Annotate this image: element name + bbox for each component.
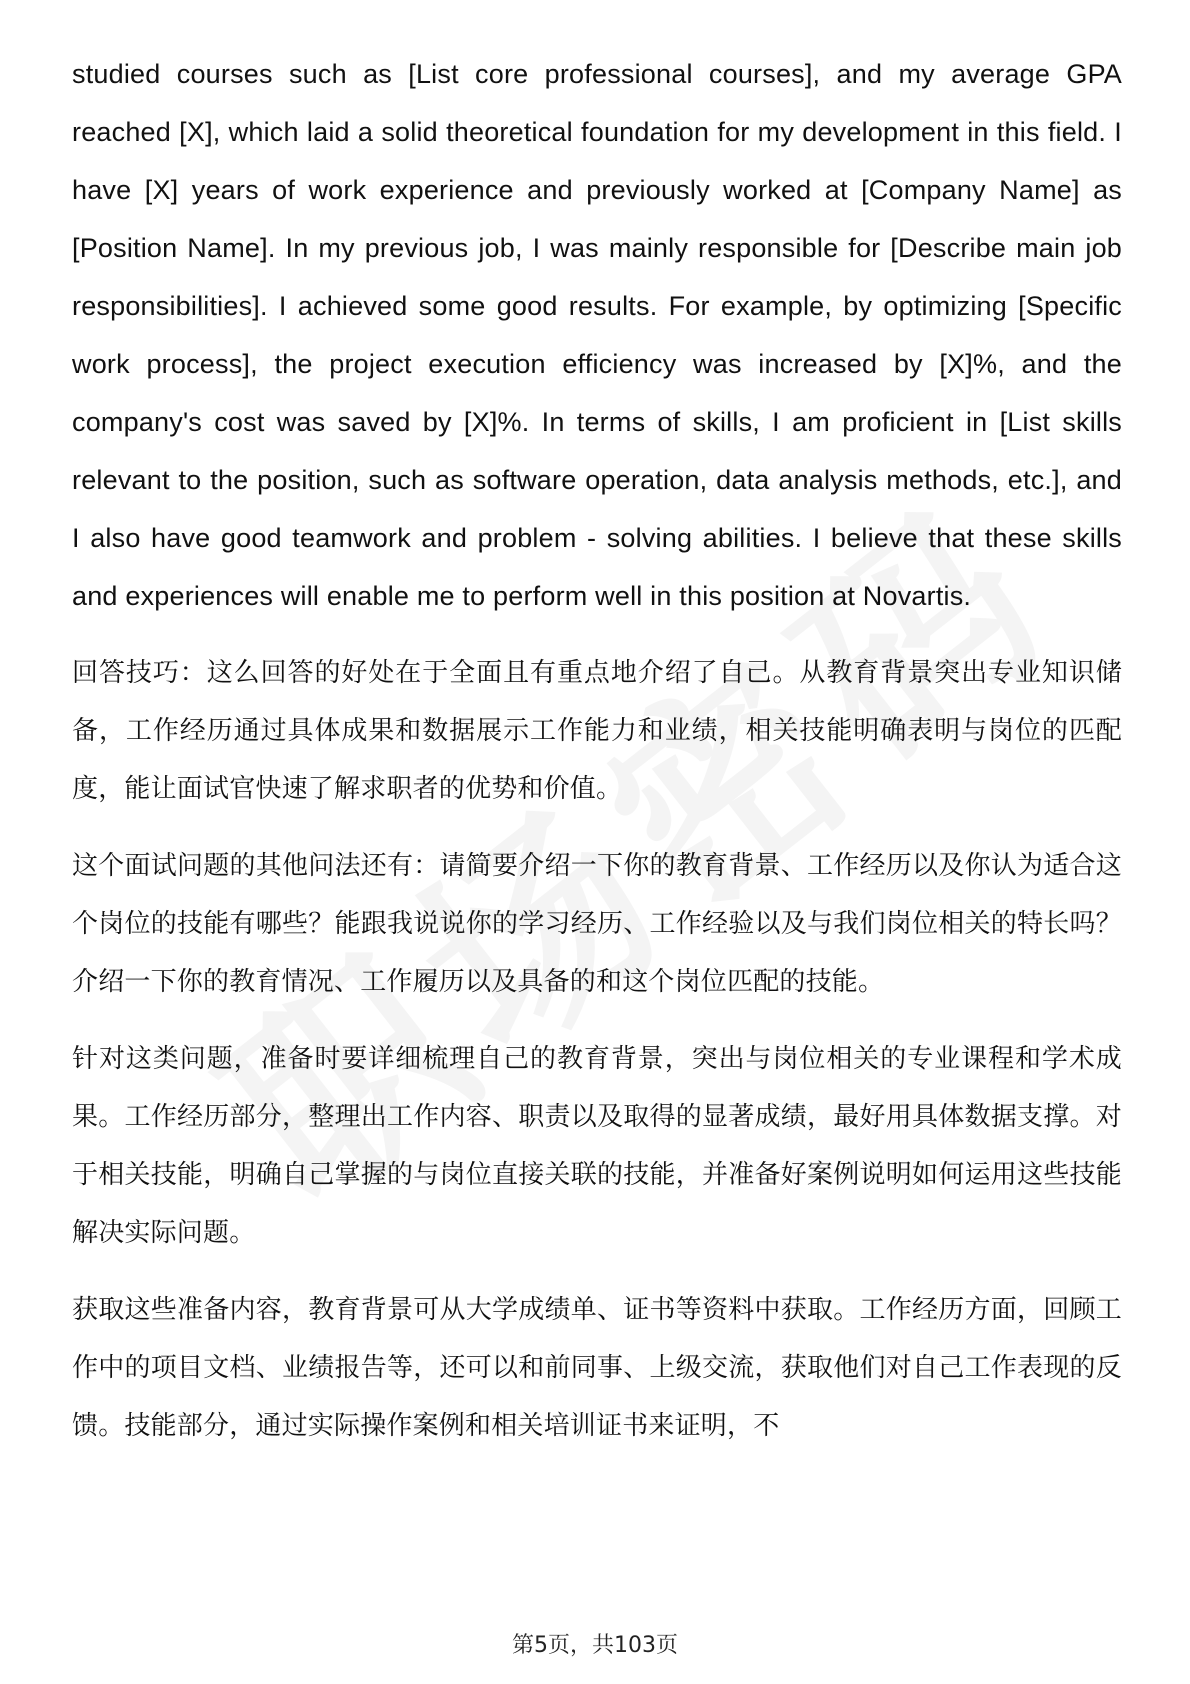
page-content <box>72 45 1122 1474</box>
paragraph-sources: 获取这些准备内容，教育背景可从大学成绩单、证书等资料中获取。工作经历方面，回顾工作中的项目文档、业绩报告等，还可以和前同事、上级交流，获取他们对自己工作表现的反馈。技能部分，通过实际操作案例和相关培训证书来证明，不 <box>72 1295 1122 1441</box>
paragraph-answer-tips: 回答技巧：这么回答的好处在于全面且有重点地介绍了自己。从教育背景突出专业知识储备，工作经历通过具体成果和数据展示工作能力和业绩，相关技能明确表明与岗位的匹配度，能让面试官快速了解求职者的优势和价值。 <box>72 658 1122 804</box>
paragraph-alternative-questions: 这个面试问题的其他问法还有：请简要介绍一下你的教育背景、工作经历以及你认为适合这个岗位的技能有哪些？能跟我说说你的学习经历、工作经验以及与我们岗位相关的特长吗？介绍一下你的教育情况、工作履历以及具备的和这个岗位匹配的技能。 <box>72 851 1122 997</box>
paragraph-preparation: 针对这类问题，准备时要详细梳理自己的教育背景，突出与岗位相关的专业课程和学术成果。工作经历部分，整理出工作内容、职责以及取得的显著成绩，最好用具体数据支撑。对于相关技能，明确自己掌握的与岗位直接关联的技能，并准备好案例说明如何运用这些技能解决实际问题。 <box>72 1044 1122 1248</box>
page-number-footer: 第5页，共103页 <box>512 1633 678 1658</box>
paragraph-sample-answer: studied courses such as [List core professional courses], and my average GPA reached [X], which laid a solid theoretical foundation for my development in this field. I have [X] years of work experience and previously worked at [Company Name] as [Position Name]. In my previous job, I was mainly responsible for [Describe main job responsibilities]. I achieved some good results. For example, by optimizing [Specific work process], the project execution efficiency was increased by [X]%, and the company's cost was saved by [X]%. In terms of skills, I am proficient in [List skills relevant to the position, such as software operation, data analysis methods, etc.], and I also have good teamwork and problem - solving abilities. I believe that these skills and experiences will enable me to perform well in this position at Novartis. <box>72 59 1122 611</box>
